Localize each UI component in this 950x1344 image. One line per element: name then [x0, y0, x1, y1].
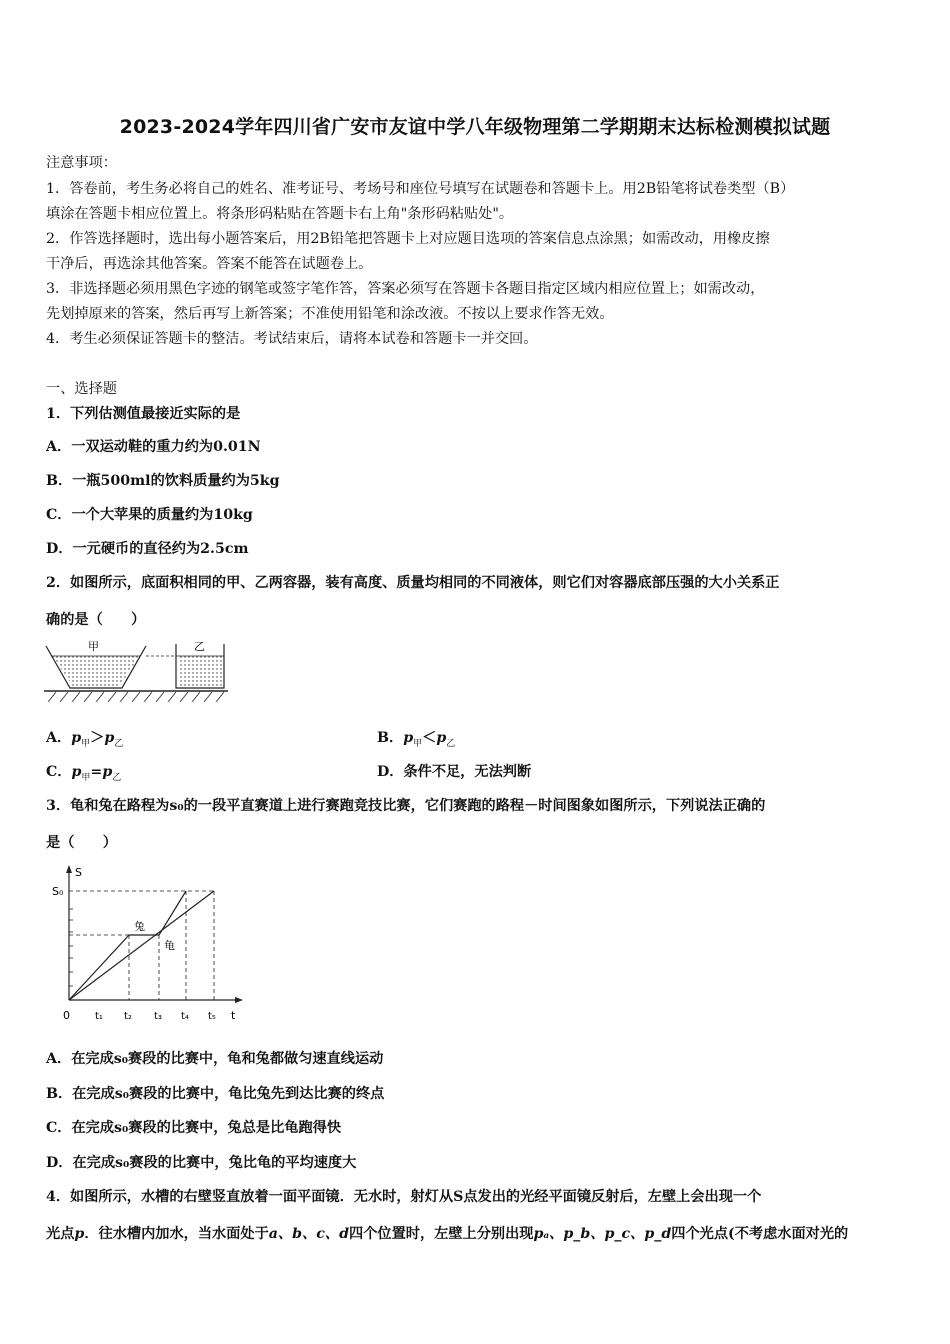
tick-t3: t₃ [154, 1011, 162, 1022]
container-jia-liquid [52, 656, 140, 688]
notice-line: 1．答卷前，考生务必将自己的姓名、准考证号、考场号和座位号填写在试题卷和答题卡上。用2B铅笔将试卷类型（B） [46, 181, 795, 197]
s0-label: S₀ [52, 885, 64, 898]
turtle-line [69, 891, 214, 1000]
page-title: 2023-2024学年四川省广安市友谊中学八年级物理第二学期期末达标检测模拟试题 [119, 116, 831, 138]
containers-figure [44, 636, 230, 702]
origin-label: 0 [63, 1009, 70, 1022]
notice-line: 干净后，再选涂其他答案。答案不能答在试题卷上。 [46, 256, 373, 272]
question-2-option-a: A．$p_甲>p_乙$ [46, 730, 124, 749]
notice-line: 3．非选择题必须用黑色字迹的钢笔或签字笔作答，答案必须写在答题卡各题目指定区域内相应位置上；如需改动， [46, 281, 765, 297]
turtle-label: 龟 [164, 939, 175, 952]
question-4-stem: 4．如图所示，水槽的右壁竖直放着一面平面镜．无水时，射灯从S点发出的光经平面镜反射后，左壁上会出现一个 [46, 1189, 762, 1205]
tick-t5: t₅ [208, 1011, 216, 1022]
question-3-option-a: A．在完成s₀赛段的比赛中，龟和兔都做匀速直线运动 [46, 1051, 384, 1067]
question-1-option-b: B．一瓶500ml的饮料质量约为5kg [46, 473, 280, 489]
section-heading: 一、选择题 [46, 381, 117, 397]
tick-t1: t₁ [95, 1011, 103, 1022]
tick-t2: t₂ [124, 1011, 132, 1022]
question-2-option-b: B．$p_甲<p_乙$ [377, 730, 456, 749]
question-3-stem: 3．龟和兔在路程为s₀的一段平直赛道上进行赛跑竞技比赛，它们赛跑的路程－时间图象如图所示，下列说法正确的 [46, 798, 766, 814]
question-3-stem-cont: 是（ ） [46, 835, 117, 851]
notice-line: 2．作答选择题时，选出每小题答案后，用2B铅笔把答题卡上对应题目选项的答案信息点涂黑；如需改动，用橡皮擦 [46, 231, 770, 247]
notice-line: 4．考生必须保证答题卡的整洁。考试结束后，请将本试卷和答题卡一并交回。 [46, 331, 538, 347]
question-4-stem-cont: 光点p．往水槽内加水，当水面处于a、b、c、d四个位置时，左壁上分别出现pₐ、p_b、p_c、p_d四个光点(不考虑水面对光的 [46, 1226, 849, 1242]
question-1-option-c: C．一个大苹果的质量约为10kg [46, 507, 253, 523]
y-axis-label: S [75, 866, 82, 879]
question-3-option-b: B．在完成s₀赛段的比赛中，龟比兔先到达比赛的终点 [46, 1086, 385, 1102]
question-3-option-d: D．在完成s₀赛段的比赛中，兔比龟的平均速度大 [46, 1155, 357, 1171]
distance-time-graph [44, 862, 244, 1024]
notice-line: 先划掉原来的答案，然后再写上新答案；不准使用铅笔和涂改液。不按以上要求作答无效。 [46, 306, 614, 322]
question-2-option-c: C．$p_甲=p_乙$ [46, 764, 122, 783]
y-axis-arrow [66, 865, 72, 873]
x-axis-label: t [231, 1009, 236, 1022]
container-yi-liquid [178, 656, 222, 688]
rabbit-label: 兔 [134, 920, 145, 933]
question-1-stem: 1．下列估测值最接近实际的是 [46, 406, 241, 422]
question-2-stem: 2．如图所示，底面积相同的甲、乙两容器，装有高度、质量均相同的不同液体，则它们对容器底部压强的大小关系正 [46, 575, 780, 591]
x-axis-arrow [235, 997, 243, 1003]
notice-line: 填涂在答题卡相应位置上。将条形码粘贴在答题卡右上角"条形码粘贴处"。 [46, 206, 514, 222]
question-1-option-d: D．一元硬币的直径约为2.5cm [46, 541, 249, 557]
tick-t4: t₄ [181, 1011, 189, 1022]
question-2-option-d: D．条件不足，无法判断 [377, 764, 532, 780]
question-2-stem-cont: 确的是（ ） [46, 612, 146, 628]
label-jia: 甲 [88, 640, 99, 653]
question-3-option-c: C．在完成s₀赛段的比赛中，兔总是比龟跑得快 [46, 1120, 342, 1136]
question-1-option-a: A．一双运动鞋的重力约为0.01N [46, 439, 261, 455]
notice-heading: 注意事项： [46, 155, 117, 171]
label-yi: 乙 [194, 640, 205, 653]
